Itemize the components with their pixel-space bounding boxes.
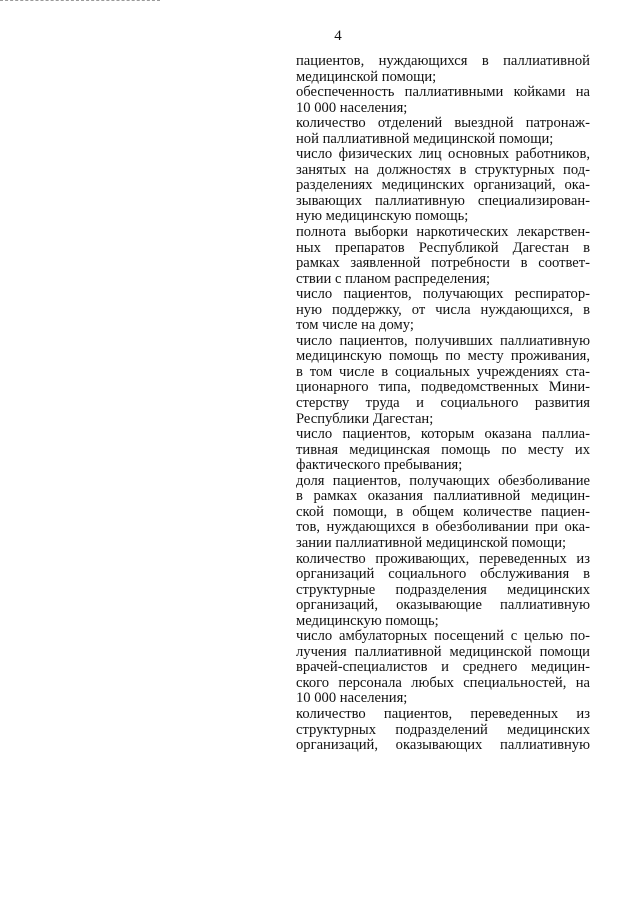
text-line: число пациентов, получающих респиратор- <box>296 286 590 303</box>
text-line: ных препаратов Республикой Дагестан в <box>296 239 590 256</box>
text-line: доля пациентов, получающих обезболивание <box>296 472 590 489</box>
text-line: в том числе в социальных учреждениях ста- <box>296 363 590 380</box>
text-line: ную поддержку, от числа нуждающихся, в <box>296 301 590 318</box>
text-line: ствии с планом распределения; <box>296 270 491 287</box>
text-line: структурные подразделения медицинских <box>296 581 590 598</box>
text-line: организаций, оказывающие паллиативную <box>296 597 590 614</box>
text-line: Республики Дагестан; <box>296 410 434 427</box>
text-line: количество отделений выездной патронаж- <box>296 115 590 132</box>
text-line: стерству труда и социального развития <box>296 395 590 412</box>
text-line: обеспеченность паллиативными койками на <box>296 84 590 101</box>
text-line: число пациентов, которым оказана паллиа- <box>296 426 590 443</box>
text-line: в рамках оказания паллиативной медицин- <box>296 488 590 505</box>
text-line: рамках заявленной потребности в соответ- <box>296 255 590 272</box>
text-line: ционарного типа, подведомственных Мини- <box>296 379 590 396</box>
text-line: врачей-специалистов и среднего медицин- <box>296 659 590 676</box>
text-line: число амбулаторных посещений с целью по- <box>296 628 590 645</box>
text-line: ской помощи, в общем количестве пациен- <box>296 503 590 520</box>
text-line: число физических лиц основных работников, <box>296 146 590 163</box>
body-text <box>296 54 590 754</box>
text-line: зании паллиативной медицинской помощи; <box>296 534 567 551</box>
text-line: медицинской помощи; <box>296 68 437 85</box>
text-line: зывающих паллиативную специализирован- <box>296 192 590 209</box>
text-line: пациентов, нуждающихся в паллиативной <box>296 53 590 69</box>
text-line: количество пациентов, переведенных из <box>296 705 590 722</box>
text-line: количество проживающих, переведенных из <box>296 550 590 567</box>
text-line: ной паллиативной медицинской помощи; <box>296 130 554 147</box>
text-line: медицинскую помощь по месту проживания, <box>296 348 590 365</box>
text-line: тивная медицинская помощь по месту их <box>296 441 590 458</box>
text-line: тов, нуждающихся в обезболивании при ока- <box>296 519 590 536</box>
text-line: занятых на должностях в структурных под- <box>296 161 590 178</box>
text-line: организаций социального обслуживания в <box>296 566 590 583</box>
text-line: том числе на дому; <box>296 317 414 334</box>
text-line: медицинскую помощь; <box>296 612 439 629</box>
text-line: фактического пребывания; <box>296 457 463 474</box>
text-line: ную медицинскую помощь; <box>296 208 469 225</box>
text-line: структурных подразделений медицинских <box>296 721 590 738</box>
text-line: 10 000 населения; <box>296 99 408 116</box>
text-line: 10 000 населения; <box>296 690 408 707</box>
text-line: полнота выборки наркотических лекарствен- <box>296 224 590 241</box>
text-line: организаций, оказывающих паллиативную <box>296 737 590 754</box>
text-line: разделениях медицинских организаций, ока- <box>296 177 590 194</box>
scan-top-edge <box>0 0 160 1</box>
text-line: число пациентов, получивших паллиативную <box>296 332 590 349</box>
text-line: лучения паллиативной медицинской помощи <box>296 643 590 660</box>
text-line: ского персонала любых специальностей, на <box>296 674 590 691</box>
page-number: 4 <box>334 28 342 44</box>
